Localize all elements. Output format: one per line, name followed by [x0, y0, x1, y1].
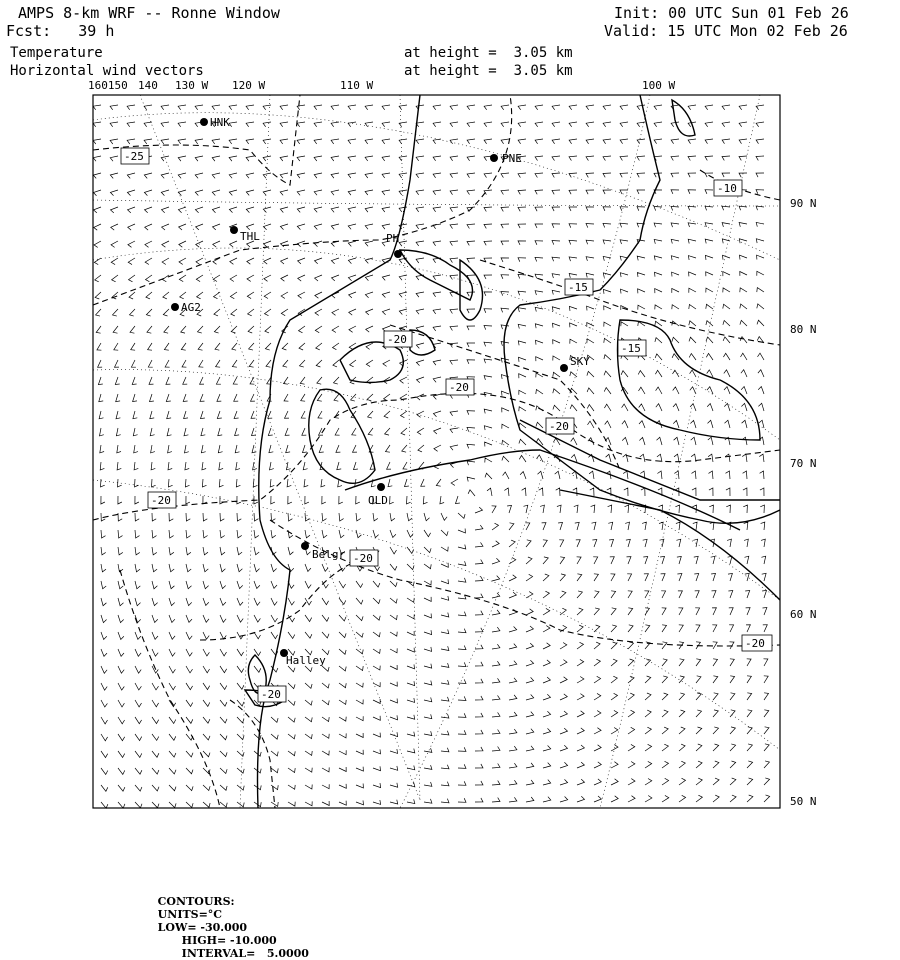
svg-text:-20: -20 [745, 637, 765, 650]
svg-text:SKY: SKY [570, 355, 590, 368]
contour-label [546, 418, 574, 434]
station-ph [386, 232, 402, 258]
svg-text:-25: -25 [124, 150, 144, 163]
station-ag2 [171, 301, 201, 314]
station-pne [490, 152, 522, 165]
low-value: LOW= -30.000 [157, 921, 248, 934]
contour-label [446, 379, 474, 395]
contour-label [618, 340, 646, 356]
contour-legend [150, 882, 315, 960]
coastline [245, 95, 780, 808]
field1-name: Temperature [10, 45, 103, 61]
temperature-contours [93, 95, 780, 808]
field2-height: at height = 3.05 km [404, 63, 573, 79]
lon-label-160-150: 160150 [88, 79, 128, 92]
lon-label-140: 140 [138, 79, 158, 92]
svg-text:-10: -10 [717, 182, 737, 195]
svg-text:THL: THL [240, 230, 260, 243]
station-sky [560, 355, 590, 372]
graticule [93, 95, 780, 808]
svg-text:-20: -20 [151, 494, 171, 507]
lon-label-110w: 110 W [340, 79, 374, 92]
contour-label [121, 148, 149, 164]
svg-text:Belgr: Belgr [312, 548, 346, 561]
station-halley [280, 649, 326, 667]
high-value: HIGH= -10.000 [181, 934, 277, 947]
field2-name: Horizontal wind vectors [10, 63, 204, 79]
plot-frame [93, 95, 780, 808]
lon-label-120w: 120 W [232, 79, 266, 92]
lat-label-70n: 70 N [790, 457, 817, 470]
svg-text:PNE: PNE [502, 152, 522, 165]
valid-time: Valid: 15 UTC Mon 02 Feb 26 [604, 22, 848, 40]
station-belgr [301, 542, 345, 561]
contour-label [714, 180, 742, 196]
field1-height: at height = 3.05 km [404, 45, 573, 61]
wind-vector-field [93, 105, 770, 808]
contours-label: CONTOURS: [157, 895, 235, 908]
stations [171, 116, 590, 667]
svg-text:HNK: HNK [210, 116, 230, 129]
lat-label-50n: 50 N [790, 795, 817, 808]
svg-text:-20: -20 [449, 381, 469, 394]
contour-label [565, 279, 593, 295]
contour-label [350, 550, 378, 566]
svg-text:-15: -15 [568, 281, 588, 294]
svg-text:OLD: OLD [368, 494, 388, 507]
contour-label [742, 635, 772, 651]
svg-text:AG2: AG2 [181, 301, 201, 314]
units-label: UNITS=°C [157, 908, 223, 921]
svg-text:-20: -20 [387, 333, 407, 346]
lat-label-60n: 60 N [790, 608, 817, 621]
forecast-hour: Fcst: 39 h [6, 22, 115, 40]
interval-value: INTERVAL= 5.0000 [181, 947, 309, 960]
wind-barbs [93, 105, 770, 808]
svg-text:-20: -20 [261, 688, 281, 701]
lon-label-130w: 130 W [175, 79, 209, 92]
lat-label-90n: 90 N [790, 197, 817, 210]
station-thl [230, 226, 260, 243]
station-hnk [200, 116, 230, 129]
contour-label [148, 492, 176, 508]
svg-text:-20: -20 [549, 420, 569, 433]
contour-labels [121, 148, 772, 702]
svg-text:Halley: Halley [286, 654, 326, 667]
map-title: AMPS 8-km WRF -- Ronne Window [18, 4, 280, 22]
station-old [368, 483, 388, 507]
svg-text:PH: PH [386, 232, 400, 245]
contour-label [258, 686, 286, 702]
contour-label [384, 331, 412, 347]
lon-label-100w: 100 W [642, 79, 676, 92]
lat-label-80n: 80 N [790, 323, 817, 336]
init-time: Init: 00 UTC Sun 01 Feb 26 [614, 4, 849, 22]
svg-text:-15: -15 [621, 342, 641, 355]
svg-text:-20: -20 [353, 552, 373, 565]
latitude-labels [790, 197, 817, 808]
longitude-labels [88, 79, 675, 92]
